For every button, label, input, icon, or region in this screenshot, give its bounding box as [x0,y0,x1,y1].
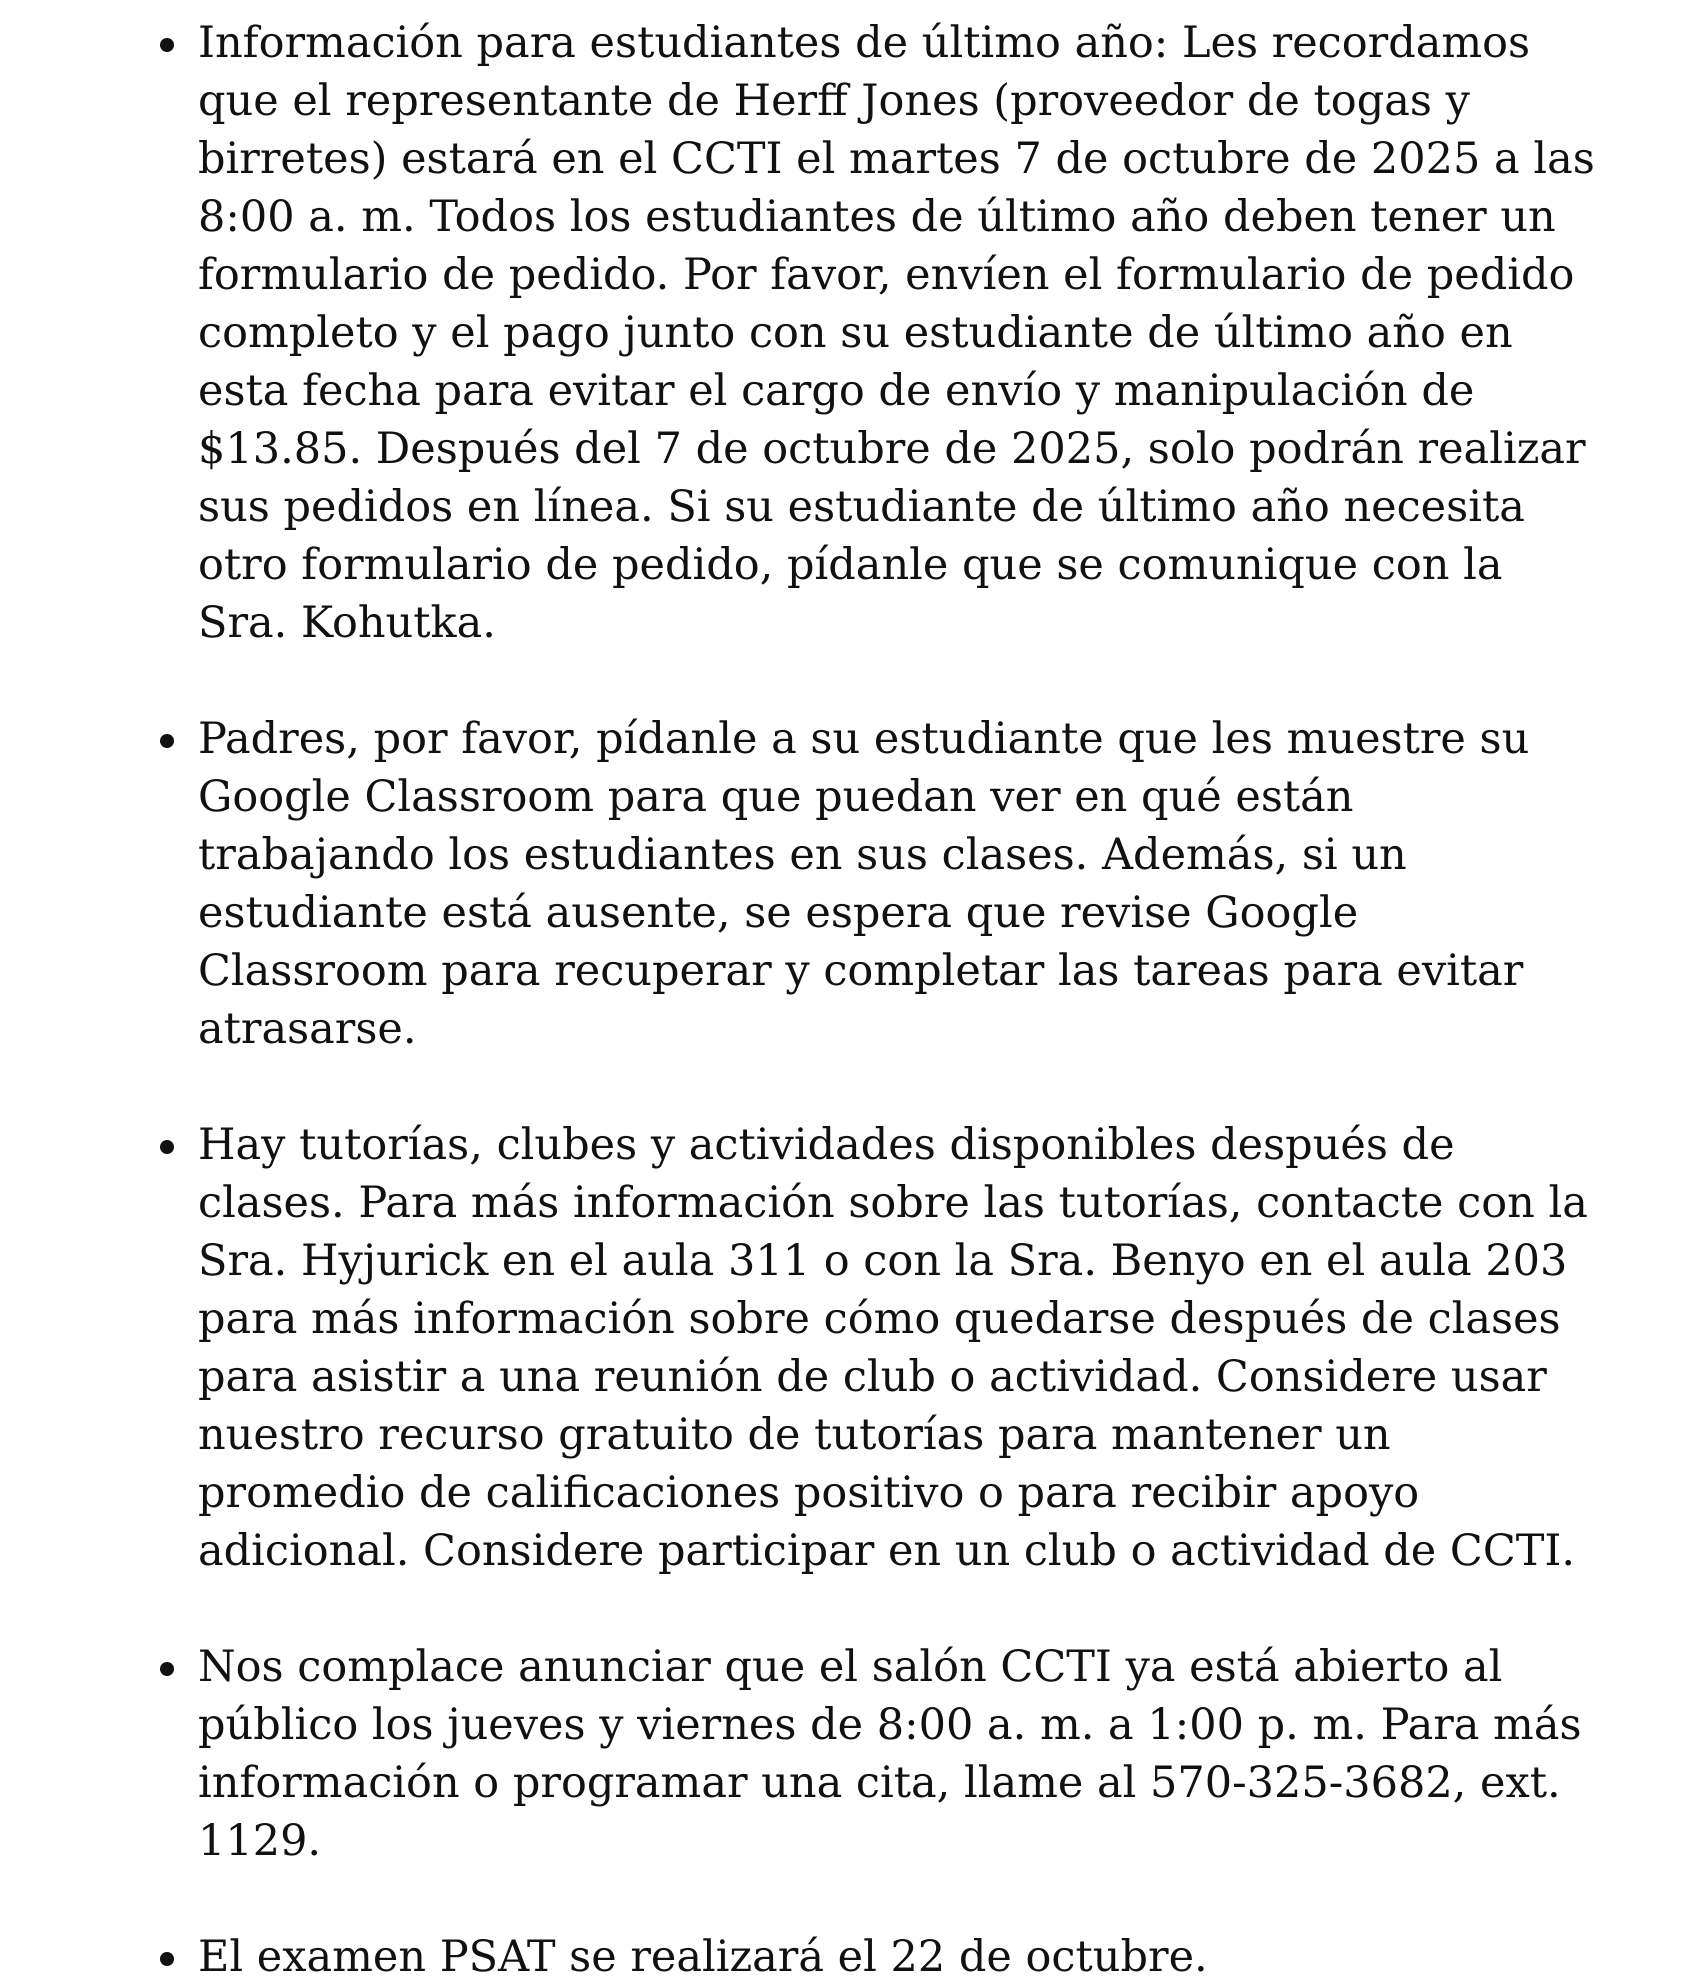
list-item [160,14,1600,652]
announcement-text: El examen PSAT se realizará el 22 de octubre. [198,1932,1208,1982]
bullet-icon [160,1662,174,1676]
list-item [160,710,1600,1058]
bullet-icon [160,1952,174,1966]
announcement-text: Hay tutorías, clubes y actividades disponibles después de clases. Para más información sobre las tutorías, contacte con la Sra. Hyjurick en el aula 311 o con la Sra. Benyo en el aula 203 para más información sobre cómo quedarse después de clases para asistir a una reunión de club o actividad. Considere usar nuestro recurso gratuito de tutorías para mantener un promedio de calificaciones positivo o para recibir apoyo adicional. Considere participar en un club o actividad de CCTI. [198,1120,1588,1576]
list-item [160,1116,1600,1580]
list-item [160,1638,1600,1870]
list-item [160,1928,1600,1986]
announcement-text: Nos complace anunciar que el salón CCTI ya está abierto al público los jueves y viernes de 8:00 a. m. a 1:00 p. m. Para más información o programar una cita, llame al 570-325-3682, ext. 1129. [198,1642,1582,1866]
bullet-icon [160,38,174,52]
announcement-text: Padres, por favor, pídanle a su estudiante que les muestre su Google Classroom para que puedan ver en qué están trabajando los estudiantes en sus clases. Además, si un estudiante está ausente, se espera que revise Google Classroom para recuperar y completar las tareas para evitar atrasarse. [198,714,1530,1054]
announcement-list [160,14,1600,1986]
bullet-icon [160,734,174,748]
bullet-icon [160,1140,174,1154]
announcement-text: Información para estudiantes de último año: Les recordamos que el representante de Herff Jones (proveedor de togas y birretes) estará en el CCTI el martes 7 de octubre de 2025 a las 8:00 a. m. Todos los estudiantes de último año deben tener un formulario de pedido. Por favor, envíen el formulario de pedido completo y el pago junto con su estudiante de último año en esta fecha para evitar el cargo de envío y manipulación de $13.85. Después del 7 de octubre de 2025, solo podrán realizar sus pedidos en línea. Si su estudiante de último año necesita otro formulario de pedido, pídanle que se comunique con la Sra. Kohutka. [198,18,1595,648]
